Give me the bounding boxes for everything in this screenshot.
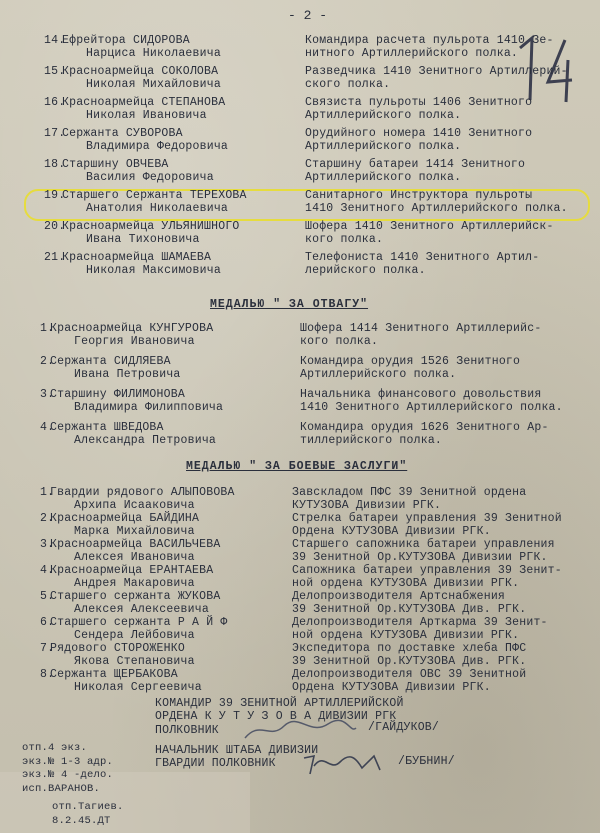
entry-position-cont: Артиллерийского полка. [305,171,462,184]
entry-position-cont: 39 Зенитной Ор.КУТУЗОВА Дивизии РГК. [292,551,548,564]
entry-position: Стрелка батареи управления 39 Зенитной [292,512,562,525]
entry-rank-surname: Красноармейца ШАМАЕВА [62,251,212,264]
entry-rank-surname: Красноармейца ЕРАНТАЕВА [50,564,214,577]
staff-line-2: ГВАРДИИ ПОЛКОВНИК [155,757,276,770]
entry-rank-surname: Старшего сержанта Р А Й Ф [50,616,228,629]
entry-position: Делопроизводителя Арткарма 39 Зенит- [292,616,548,629]
commander-rank: ПОЛКОВНИК [155,724,219,737]
entry-number: 19. [44,189,66,202]
entry-number: 6. [40,616,55,629]
footer-line: экз.№ 1-3 адр. [22,756,114,768]
entry-position-cont: нитного Артиллерийского полка. [305,47,519,60]
footer-line: экз.№ 4 -дело. [22,769,114,781]
entry-number: 18. [44,158,66,171]
commander-name: /ГАЙДУКОВ/ [368,721,440,734]
entry-position: Командира орудия 1526 Зенитного [300,355,521,368]
entry-number: 2. [40,512,55,525]
entry-position-cont: кого полка. [305,233,384,246]
entry-position: Санитарного Инструктора пульроты [305,189,533,202]
entry-position-cont: тиллерийского полка. [300,434,443,447]
entry-position-cont: Артиллерийского полка. [300,368,457,381]
entry-number: 1. [40,486,55,499]
entry-rank-surname: Старшего Сержанта ТЕРЕХОВА [62,189,247,202]
entry-rank-surname: Старшину ФИЛИМОНОВА [50,388,185,401]
entry-rank-surname: Ефрейтора СИДОРОВА [62,34,190,47]
entry-given-names: Владимира Федоровича [86,140,229,153]
entry-position-cont: ной ордена КУТУЗОВА Дивизии РГК. [292,629,520,642]
entry-given-names: Владимира Филипповича [74,401,224,414]
footer-line: отп.Тагиев. [52,801,124,813]
entry-given-names: Анатолия Николаевича [86,202,229,215]
entry-given-names: Василия Федоровича [86,171,214,184]
entry-position: Шофера 1414 Зенитного Артиллерийс- [300,322,542,335]
entry-rank-surname: Рядового СТОРОЖЕНКО [50,642,185,655]
entry-position-cont: 39 Зенитной Ор.КУТУЗОВА Див. РГК. [292,655,527,668]
entry-given-names: Николая Ивановича [86,109,207,122]
entry-position: Разведчика 1410 Зенитного Артиллерий- [305,65,568,78]
entry-position-cont: Артиллерийского полка. [305,109,462,122]
entry-given-names: Архипа Исааковича [74,499,195,512]
entry-number: 7. [40,642,55,655]
entry-position: Старшего сапожника батареи управления [292,538,555,551]
entry-given-names: Николая Максимовича [86,264,221,277]
entry-position: Шофера 1410 Зенитного Артиллерийск- [305,220,554,233]
entry-number: 14. [44,34,66,47]
entry-number: 4. [40,564,55,577]
entry-rank-surname: Сержанта СУВОРОВА [62,127,183,140]
entry-position: Старшину батареи 1414 Зенитного [305,158,526,171]
entry-number: 16. [44,96,66,109]
entry-rank-surname: Красноармейца СТЕПАНОВА [62,96,226,109]
entry-position-cont: 1410 Зенитного Артиллерийского полка. [300,401,563,414]
entry-given-names: Николая Михайловича [86,78,221,91]
entry-given-names: Алексея Алексеевича [74,603,209,616]
entry-rank-surname: Старшину ОВЧЕВА [62,158,169,171]
entry-given-names: Якова Степановича [74,655,195,668]
entry-position-cont: Артиллерийского полка. [305,140,462,153]
entry-rank-surname: Красноармейца БАЙДИНА [50,512,200,525]
entry-position: Телефониста 1410 Зенитного Артил- [305,251,540,264]
entry-position-cont: ной ордена КУТУЗОВА Дивизии РГК. [292,577,520,590]
entry-given-names: Александра Петровича [74,434,217,447]
entry-number: 3. [40,538,55,551]
entry-position: Начальника финансового довольствия [300,388,542,401]
entry-given-names: Андрея Макаровича [74,577,195,590]
entry-number: 21. [44,251,66,264]
commander-signature [240,716,360,746]
entry-position: Связиста пульроты 1406 Зенитного [305,96,533,109]
entry-position-cont: лерийского полка. [305,264,426,277]
entry-number: 8. [40,668,55,681]
entry-number: 5. [40,590,55,603]
entry-rank-surname: Сержанта СИДЛЯЕВА [50,355,171,368]
entry-given-names: Георгия Ивановича [74,335,195,348]
entry-number: 2. [40,355,55,368]
section-heading-zaslugi: МЕДАЛЬЮ " ЗА БОЕВЫЕ ЗАСЛУГИ" [186,460,408,473]
entry-rank-surname: Сержанта ЩЕРБАКОВА [50,668,178,681]
entry-rank-surname: Гвардии рядового АЛЫПОВОВА [50,486,235,499]
staff-line-1: НАЧАЛЬНИК ШТАБА ДИВИЗИИ [155,744,319,757]
page-number: - 2 - [288,8,328,23]
entry-rank-surname: Красноармейца УЛЬЯНИШНОГО [62,220,240,233]
entry-given-names: Алексея Ивановича [74,551,195,564]
commander-line-2: ОРДЕНА К У Т У З О В А ДИВИЗИИ РГК [155,710,397,723]
entry-position: Завскладом ПФС 39 Зенитной ордена [292,486,527,499]
entry-rank-surname: Красноармейца СОКОЛОВА [62,65,219,78]
entry-number: 1. [40,322,55,335]
entry-position-cont: 39 Зенитной Ор.КУТУЗОВА Див. РГК. [292,603,527,616]
entry-position: Командира расчета пульрота 1410 Зе- [305,34,554,47]
entry-position: Командира орудия 1626 Зенитного Ар- [300,421,549,434]
entry-position-cont: КУТУЗОВА Дивизии РГК. [292,499,442,512]
entry-rank-surname: Старшего сержанта ЖУКОВА [50,590,221,603]
entry-given-names: Ивана Петровича [74,368,181,381]
entry-number: 4. [40,421,55,434]
footer-line: исп.ВАРАНОВ. [22,783,101,795]
entry-given-names: Сендера Лейбовича [74,629,195,642]
entry-number: 20. [44,220,66,233]
entry-position: Делопроизводителя ОВС 39 Зенитной [292,668,527,681]
entry-position-cont: Ордена КУТУЗОВА Дивизии РГК. [292,681,491,694]
entry-given-names: Марка Михайловича [74,525,195,538]
entry-position: Сапожника батареи управления 39 Зенит- [292,564,562,577]
entry-given-names: Николая Сергеевича [74,681,202,694]
entry-rank-surname: Красноармейца КУНГУРОВА [50,322,214,335]
entry-rank-surname: Сержанта ШВЕДОВА [50,421,164,434]
entry-given-names: Ивана Тихоновича [86,233,200,246]
entry-number: 17. [44,127,66,140]
staff-name: /БУБНИН/ [398,755,455,768]
entry-position: Экспедитора по доставке хлеба ПФС [292,642,527,655]
entry-rank-surname: Красноармейца ВАСИЛЬЧЕВА [50,538,221,551]
footer-line: отп.4 экз. [22,742,88,754]
footer-line: 8.2.45.ДТ [52,815,111,827]
staff-signature [300,748,390,778]
entry-position-cont: 1410 Зенитного Артиллерийского полка. [305,202,568,215]
commander-line-1: КОМАНДИР 39 ЗЕНИТНОЙ АРТИЛЛЕРИЙСКОЙ [155,697,404,710]
entry-given-names: Нарциса Николаевича [86,47,221,60]
entry-position-cont: Ордена КУТУЗОВА Дивизии РГК. [292,525,491,538]
entry-position-cont: ского полка. [305,78,391,91]
entry-position: Орудийного номера 1410 Зенитного [305,127,533,140]
entry-position-cont: кого полка. [300,335,379,348]
section-heading-otvagu: МЕДАЛЬЮ " ЗА ОТВАГУ" [210,298,369,311]
entry-number: 15. [44,65,66,78]
entry-number: 3. [40,388,55,401]
entry-position: Делопроизводителя Артснабжения [292,590,506,603]
